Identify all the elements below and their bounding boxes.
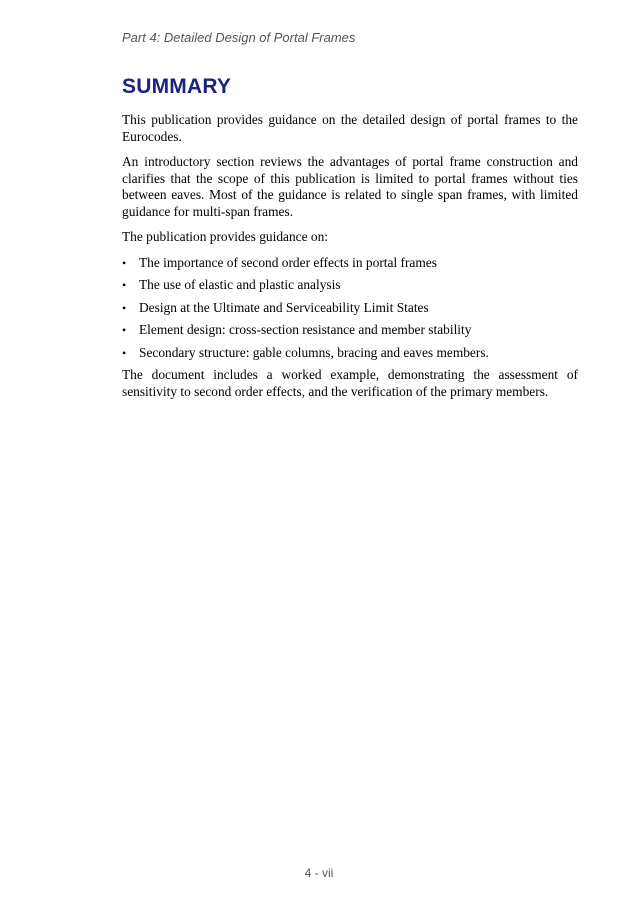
closing-paragraph: The document includes a worked example, demonstrating the assessment of sensitivity to second order effects, and the verification of the primary members.: [122, 367, 578, 399]
bullet-icon: •: [122, 323, 127, 337]
bullet-icon: •: [122, 278, 127, 292]
list-item: [122, 277, 578, 294]
scope-paragraph: An introductory section reviews the advantages of portal frame construction and clarifies that the scope of this publication is limited to portal frames without ties between eaves. Most of the guidance is related to single span frames, with limited guidance for multi-span frames.: [122, 154, 578, 219]
running-header: Part 4: Detailed Design of Portal Frames: [122, 30, 356, 45]
list-item-text: The use of elastic and plastic analysis: [139, 277, 341, 292]
bullet-icon: •: [122, 300, 127, 315]
list-item-text: The importance of second order effects in portal frames: [139, 254, 437, 270]
bullet-icon: •: [122, 255, 127, 270]
intro-paragraph: This publication provides guidance on the detailed design of portal frames to the Eurocodes.: [122, 112, 578, 144]
list-item: [122, 322, 578, 339]
section-heading: SUMMARY: [122, 75, 232, 98]
list-item: [122, 345, 578, 362]
page-number: 4 - vii: [304, 866, 334, 880]
guidance-lead-paragraph: The publication provides guidance on:: [122, 229, 329, 244]
list-item: [122, 255, 578, 272]
bullet-icon: •: [122, 345, 127, 360]
list-item-text: Element design: cross-section resistance and member stability: [139, 322, 472, 337]
list-item-text: Secondary structure: gable columns, bracing and eaves members.: [139, 344, 489, 360]
guidance-list: [122, 255, 578, 362]
list-item: [122, 300, 578, 317]
summary-body: [122, 112, 578, 409]
list-item-text: Design at the Ultimate and Serviceability Limit States: [139, 299, 429, 315]
